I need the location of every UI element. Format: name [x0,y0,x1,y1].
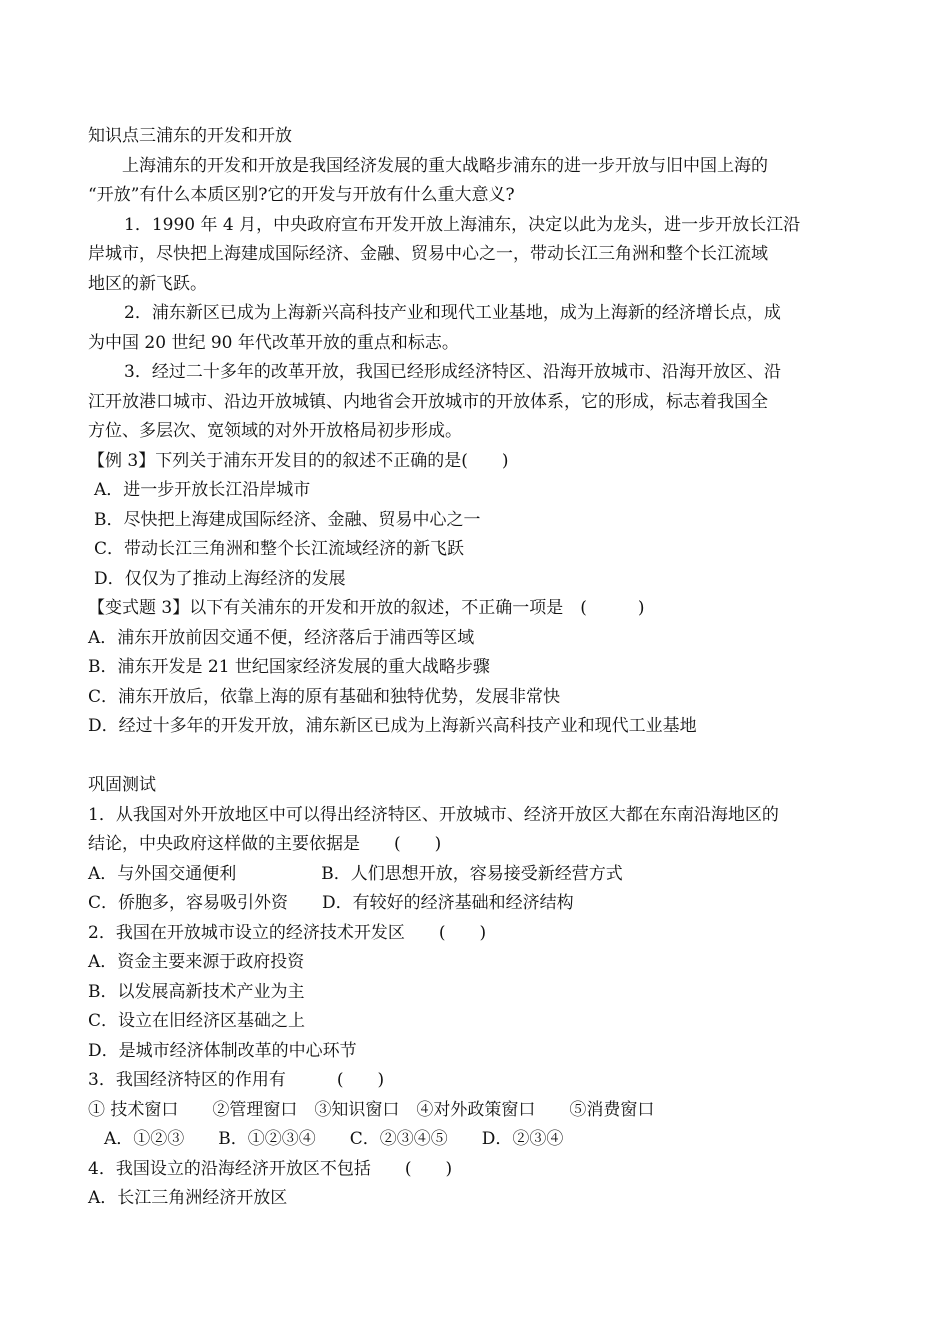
point1-line-3: 地区的新飞跃。 [88,273,207,294]
point3-line-1: 3．经过二十多年的改革开放，我国已经形成经济特区、沿海开放城市、沿海开放区、沿 [124,362,781,382]
point3-line-2: 江开放港口城市、沿边开放城镇、内地省会开放城市的开放体系，它的形成，标志着我国全 [88,391,768,412]
example3-option-c: C．带动长江三角洲和整个长江流域经济的新飞跃 [94,539,465,559]
variant3-option-b: B．浦东开发是 21 世纪国家经济发展的重大战略步骤 [88,657,490,677]
document-page [88,122,868,1214]
point1-line-2: 岸城市，尽快把上海建成国际经济、金融、贸易中心之一，带动长江三角洲和整个长江流域 [88,244,768,264]
q2-question: 2．我国在开放城市设立的经济技术开发区 ( ) [88,922,487,943]
example3-option-b: B．尽快把上海建成国际经济、金融、贸易中心之一 [94,509,481,530]
point1-line-1: 1．1990 年 4 月，中央政府宣布开发开放上海浦东，决定以此为龙头，进一步开放长江沿 [124,214,801,235]
q3-choices: A．①②③ B．①②③④ C．②③④⑤ D．②③④ [104,1129,564,1149]
intro-line-2: “开放”有什么本质区别?它的开发与开放有什么重大意义? [88,185,515,205]
point2-line-2: 为中国 20 世纪 90 年代改革开放的重点和标志。 [88,332,459,353]
variant3-option-a: A．浦东开放前因交通不便，经济落后于浦西等区域 [88,627,475,648]
example3-option-d: D．仅仅为了推动上海经济的发展 [94,568,346,589]
blank-spacer [88,742,868,772]
q2-option-b: B．以发展高新技术产业为主 [88,981,305,1002]
review-title: 巩固测试 [88,775,156,795]
q2-option-a: A．资金主要来源于政府投资 [88,952,305,972]
q2-option-d: D．是城市经济体制改革的中心环节 [88,1040,357,1061]
q4-question: 4．我国设立的沿海经济开放区不包括 ( ) [88,1158,453,1179]
q3-items: ① 技术窗口 ②管理窗口 ③知识窗口 ④对外政策窗口 ⑤消费窗口 [88,1099,655,1120]
variant3-option-c: C．浦东开放后，依靠上海的原有基础和独特优势，发展非常快 [88,686,561,707]
q3-question: 3．我国经济特区的作用有 ( ) [88,1070,385,1090]
point2-line-1: 2．浦东新区已成为上海新兴高科技产业和现代工业基地，成为上海新的经济增长点，成 [124,303,781,323]
q1-options-row-2: C．侨胞多，容易吸引外资 D．有较好的经济基础和经济结构 [88,893,574,913]
q1-line-2: 结论，中央政府这样做的主要依据是 ( ) [88,834,442,854]
q4-option-a: A．长江三角洲经济开放区 [88,1188,288,1208]
point3-line-3: 方位、多层次、宽领域的对外开放格局初步形成。 [88,421,462,441]
intro-line-1: 上海浦东的开发和开放是我国经济发展的重大战略步浦东的进一步开放与旧中国上海的 [122,155,768,176]
variant3-question: 【变式题 3】以下有关浦东的开发和开放的叙述，不正确一项是 ( ) [88,598,645,618]
q1-line-1: 1．从我国对外开放地区中可以得出经济特区、开放城市、经济开放区大都在东南沿海地区的 [88,804,779,825]
q1-options-row-1: A．与外国交通便利 B．人们思想开放，容易接受新经营方式 [88,863,623,884]
example3-option-a: A．进一步开放长江沿岸城市 [94,480,311,500]
example3-question: 【例 3】下列关于浦东开发目的的叙述不正确的是( ) [88,450,509,471]
q2-option-c: C．设立在旧经济区基础之上 [88,1011,306,1031]
section-title: 知识点三浦东的开发和开放 [88,126,292,146]
variant3-option-d: D．经过十多年的开发开放，浦东新区已成为上海新兴高科技产业和现代工业基地 [88,716,697,736]
